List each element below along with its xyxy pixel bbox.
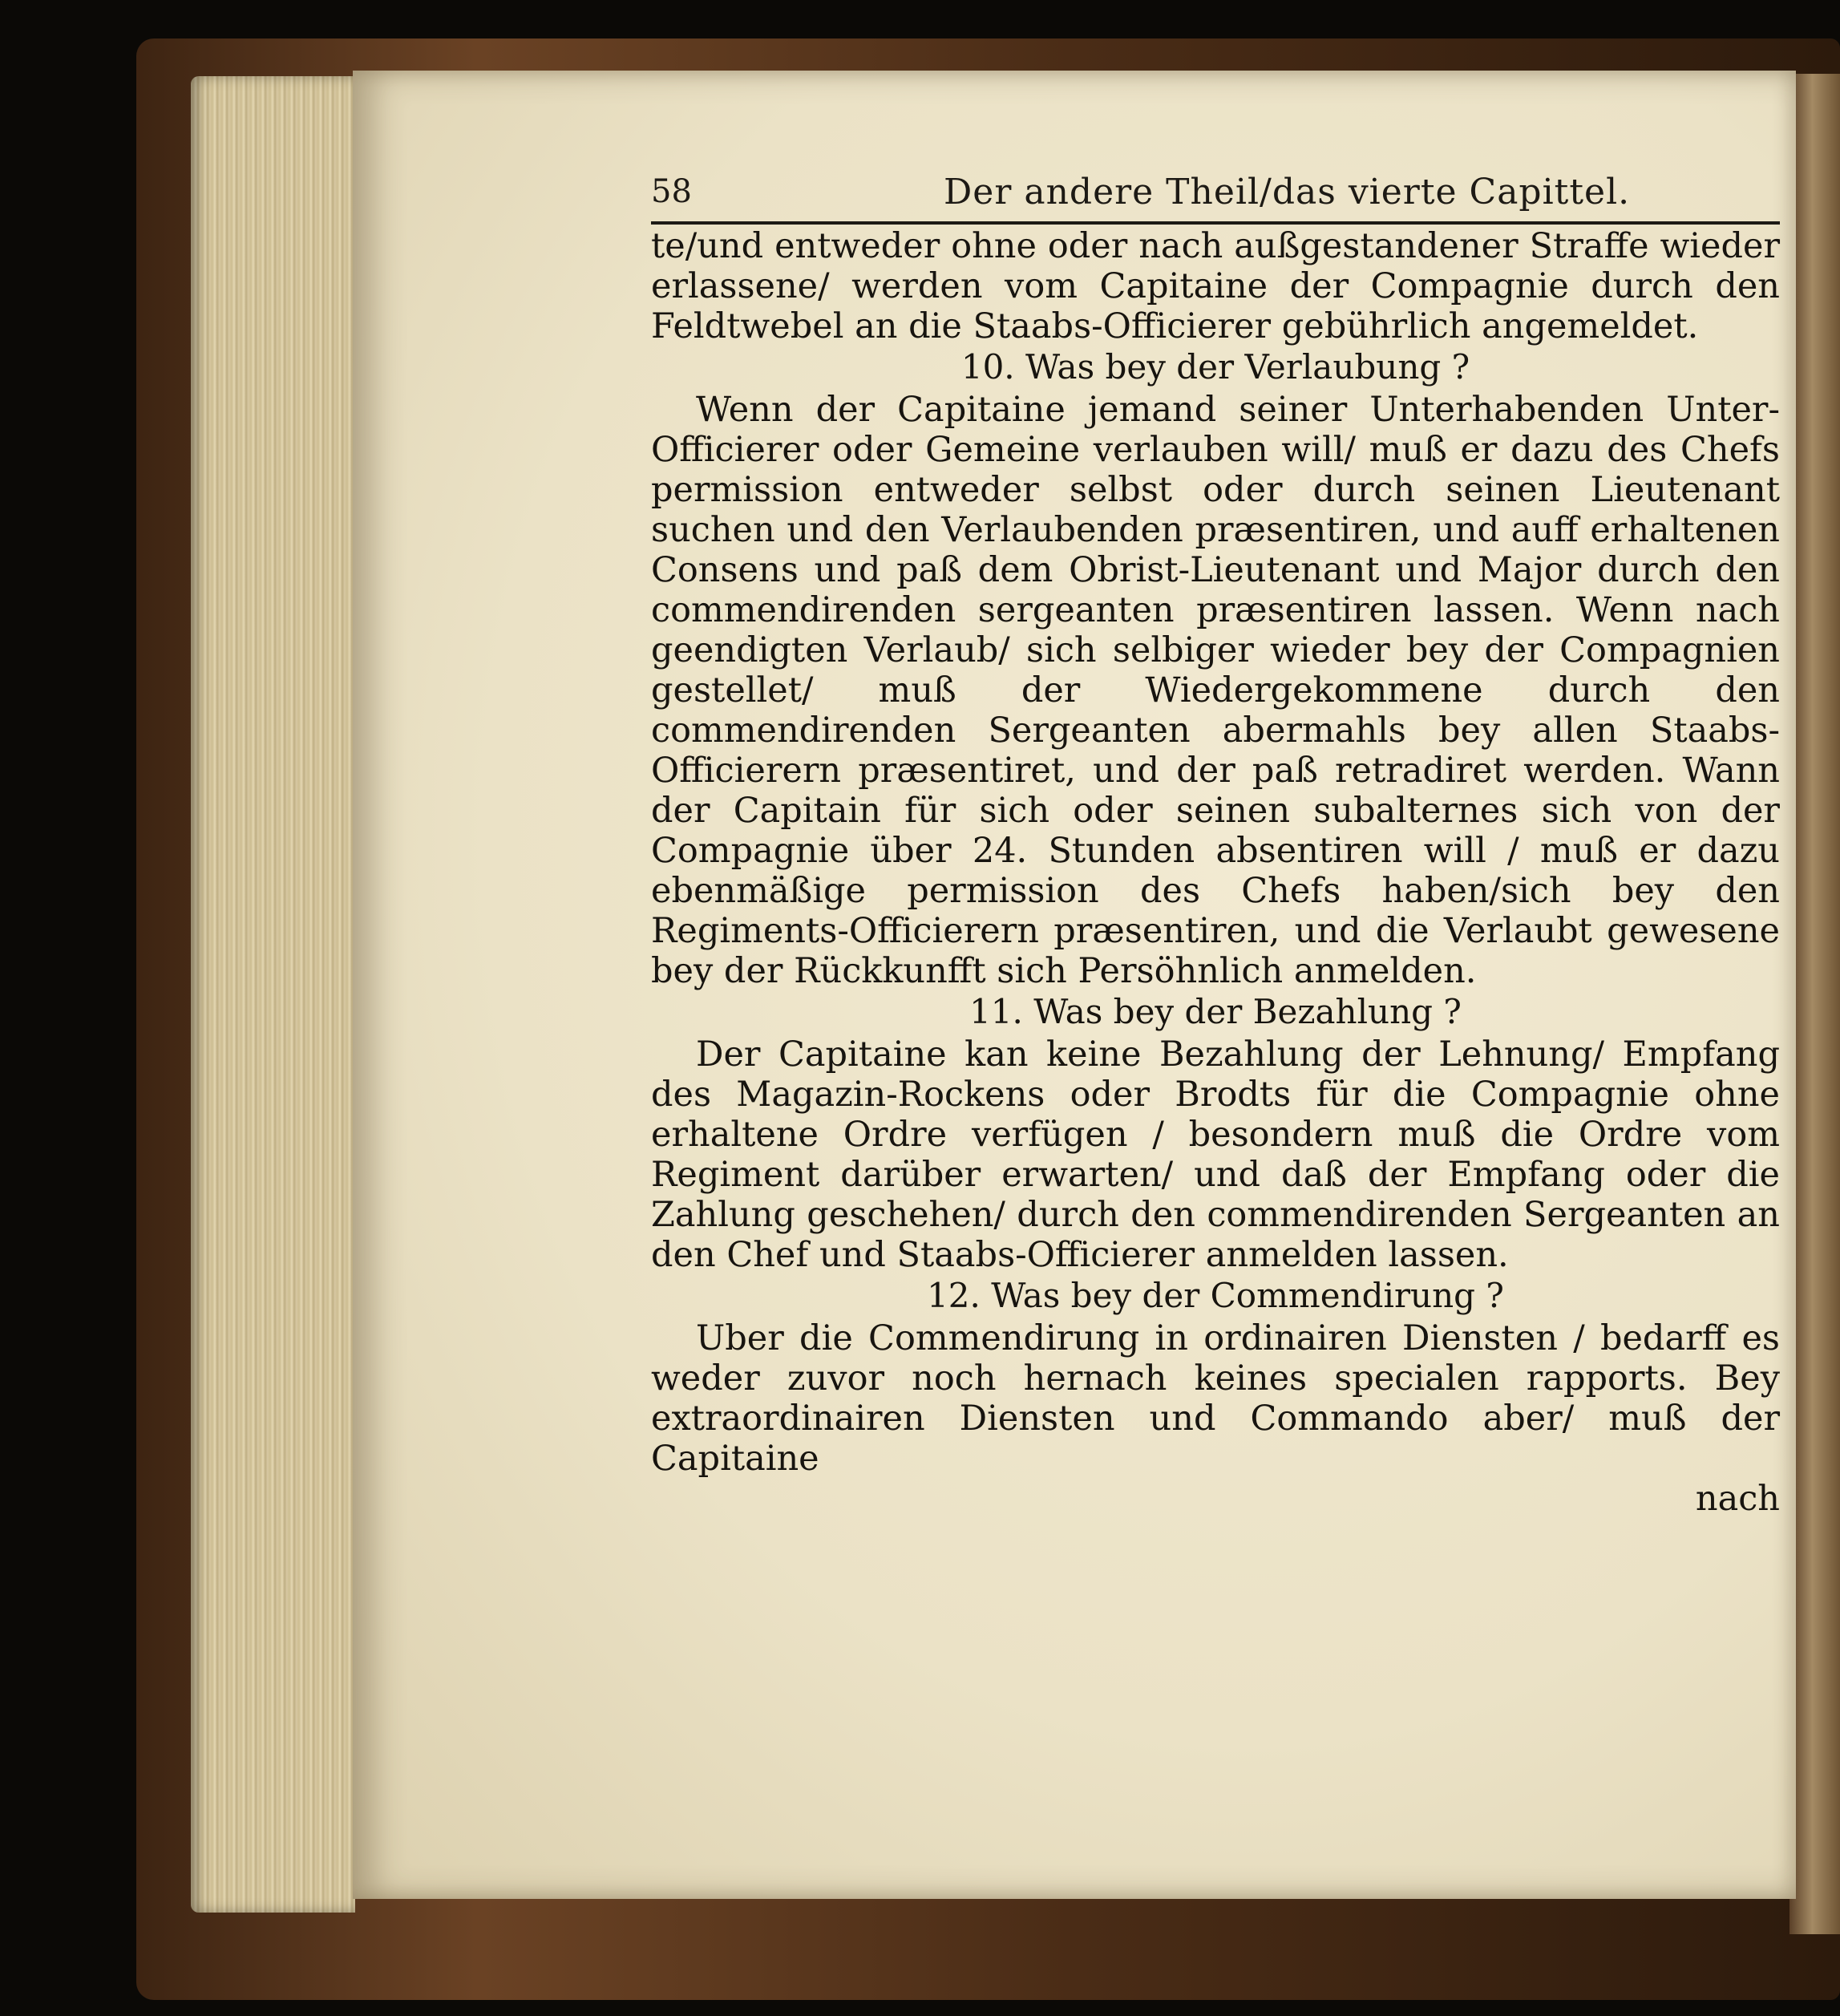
section-body-10: Wenn der Capitaine jemand seiner Unterhabenden Unter-Officierer oder Gemeine verlauben will/ muß er dazu des Chefs permission entweder selbst oder durch seinen Lieutenant suchen und den Verlaubenden præsentiren, und auff erhaltenen Consens und paß dem Obrist-Lieutenant und Major durch den commendirenden sergeanten præsentiren lassen. Wenn nach geendigten Verlaub/ sich selbiger wieder bey der Compagnien gestellet/ muß der Wiedergekommene durch den commendirenden Sergeanten abermahls bey allen Staabs-Officierern præsentiret, und der paß retradiret werden. Wann der Capitain für sich oder seinen subalternes sich von der Compagnie über 24. Stunden absentiren will / muß er dazu ebenmäßige permission des Chefs haben/sich bey den Regiments-Officierern præsentiren, und die Verlaubt gewesene bey der Rückkunfft sich Persöhnlich anmelden. <box>651 390 1780 991</box>
catchword: nach <box>1695 1479 1780 1519</box>
facing-page-edge <box>1789 74 1840 1934</box>
section-body-12: Uber die Commendirung in ordinairen Diensten / bedarff es weder zuvor noch hernach keines specialen rapports. Bey extraordinairen Diensten und Commando aber/ muß der Capitaine <box>651 1318 1780 1479</box>
section-heading-10: 10. Was bey der Verlaubung ? <box>960 347 1470 387</box>
continuation-paragraph: te/und entweder ohne oder nach außgestandener Straffe wieder erlassene/ werden vom Capitaine der Compagnie durch den Feldtwebel an die Staabs-Officierer gebührlich angemeldet. <box>651 226 1780 346</box>
section-body-11: Der Capitaine kan keine Bezahlung der Lehnung/ Empfang des Magazin-Rockens oder Brodts für die Compagnie ohne erhaltene Ordre verfügen / besondern muß die Ordre vom Regiment darüber erwarten/ und daß der Empfang oder die Zahlung geschehen/ durch den commendirenden Sergeanten an den Chef und Staabs-Officierer anmelden lassen. <box>651 1034 1780 1275</box>
section-heading-11: 11. Was bey der Bezahlung ? <box>969 992 1462 1031</box>
running-head: Der andere Theil/das vierte Capittel. <box>944 172 1631 213</box>
page-header <box>651 168 1780 218</box>
section-heading-12: 12. Was bey der Commendirung ? <box>927 1276 1504 1315</box>
stacked-page-edges <box>191 76 355 1913</box>
header-rule <box>651 221 1780 225</box>
page-text <box>651 226 1780 1519</box>
page-number: 58 <box>651 173 692 210</box>
